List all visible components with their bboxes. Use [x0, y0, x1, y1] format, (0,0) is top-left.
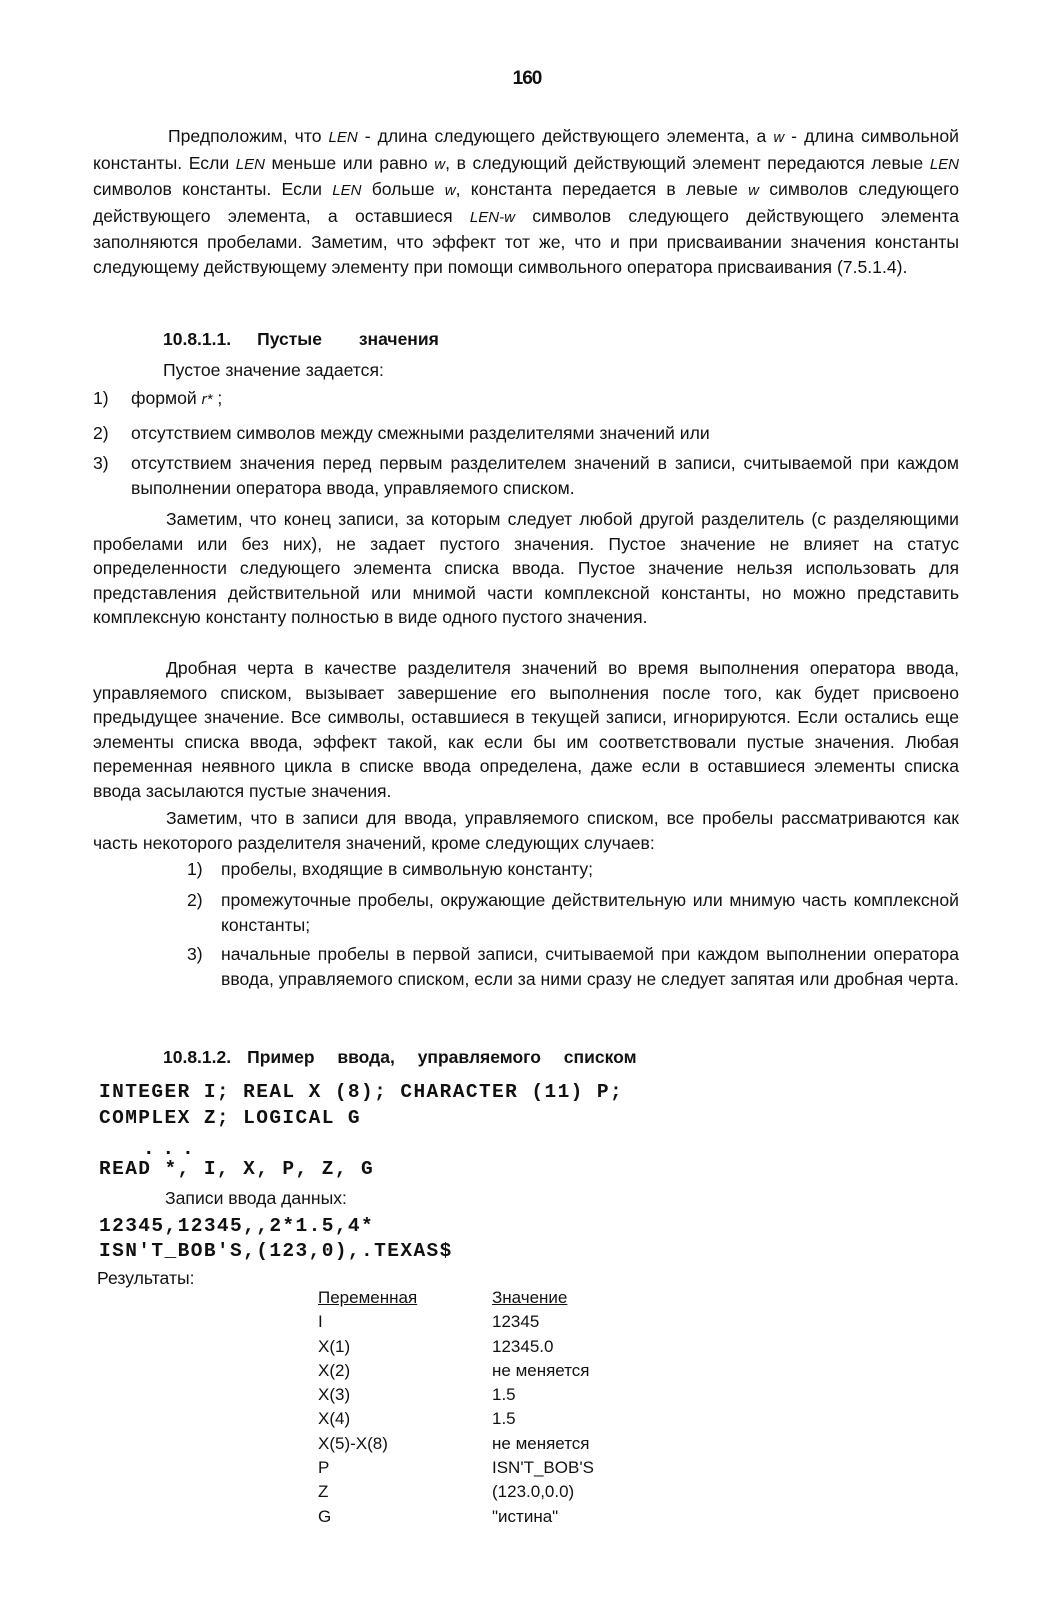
table-row [318, 1458, 594, 1482]
list-item [93, 451, 959, 501]
cell-value: не меняется [492, 1433, 590, 1453]
cell-value: 1.5 [492, 1409, 516, 1429]
item-text: промежуточные пробелы, окружающие действительную или мнимую часть комплексной константы; [221, 890, 959, 935]
page-number: 160 [512, 68, 542, 89]
item-number: 2) [93, 423, 109, 443]
input-record: 12345,12345,,2*1.5,4* [99, 1215, 375, 1237]
table-row [318, 1409, 594, 1433]
intro-text: , константа передается в левые [455, 179, 749, 200]
intro-text: больше [361, 179, 445, 200]
item-number: 1) [187, 859, 203, 879]
cell-value: 12345.0 [492, 1336, 554, 1356]
item-tail: ; [212, 388, 223, 408]
table-row [318, 1507, 594, 1531]
section-heading-empty-values [163, 329, 439, 350]
paragraph: Дробная черта в качестве разделителя значений во время выполнения оператора ввода, управляемого списком, вызывает завершение его выполнения после того, как будет присвоено предыдущее значение. Все символы, оставшиеся в текущей записи, игнорируются. Если остались еще элементы списка ввода, эффект такой, как если бы им соответствовали пустые значения. Любая переменная неявного цикла в списке ввода определена, даже если в оставшиеся элементы списка ввода засылаются пустые значения. [93, 658, 959, 801]
item-text: формой [131, 388, 202, 408]
item-text: отсутствием символов между смежными разделителями значений или [131, 423, 710, 443]
var-len: LEN [235, 155, 265, 173]
intro-text: - длина символьной константы. Если [93, 126, 959, 173]
item-text: отсутствием значения перед первым разделителем значений в записи, считываемой при каждом выполнении оператора ввода, управляемого списком. [131, 453, 959, 498]
results-table [318, 1288, 594, 1531]
cell-value: 1.5 [492, 1385, 516, 1405]
cell-value: не меняется [492, 1360, 590, 1380]
section-title: Пример ввода, управляемого списком [247, 1047, 637, 1067]
intro-paragraph [93, 124, 959, 280]
cell-value: (123.0,0.0) [492, 1482, 575, 1502]
table-row [318, 1361, 594, 1385]
cell-variable: X(5)-X(8) [318, 1433, 388, 1453]
intro-text: , в следующий действующий элемент передаются левые [445, 152, 930, 173]
list-item [187, 942, 959, 1017]
intro-text: символов следующего действующего элемента, а оставшиеся [93, 179, 959, 226]
list-item [187, 857, 959, 882]
table-row [318, 1337, 594, 1361]
table-row [318, 1434, 594, 1458]
section-heading-example [163, 1047, 637, 1068]
code-line-declarations: COMPLEX Z; LOGICAL G [99, 1107, 362, 1129]
var-len: LEN [929, 155, 959, 173]
table-row [318, 1385, 594, 1409]
cell-value: ISN'T_BOB'S [492, 1458, 594, 1478]
code-line-read: READ *, I, X, P, Z, G [99, 1158, 375, 1180]
paragraph: Заметим, что конец записи, за которым следует любой другой разделитель (с разделяющими пробелами или без них), не задает пустого значения. Пустое значение не влияет на статус определенности следующего элемента списка ввода. Пустое значение нельзя использовать для представления действительной или мнимой части комплексной константы, но можно представить комплексную константу полностью в виде одного пустого значения. [93, 509, 959, 628]
var-w: w [444, 182, 456, 200]
var-w: w [773, 129, 785, 146]
section-lead: Пустое значение задается: [163, 360, 384, 380]
var-r-star: r* [201, 391, 213, 408]
cell-value: 12345 [492, 1312, 540, 1332]
item-number: 3) [93, 453, 109, 473]
table-row [318, 1312, 594, 1336]
intro-text: символов следующего действующего элемента заполняются пробелами. Заметим, что эффект тот же, что и при присваивании значения константы следующему действующему элементу при помощи символьного оператора присваивания (7.5.1.4). [93, 205, 959, 277]
intro-text: Предположим, что [168, 126, 329, 146]
table-header-row [318, 1288, 594, 1312]
var-w: w [748, 182, 759, 200]
code-line-declarations: INTEGER I; REAL X (8); CHARACTER (11) P; [99, 1081, 624, 1103]
code-ellipsis: ... [146, 1137, 205, 1159]
var-len: LEN [332, 182, 362, 200]
var-w: w [434, 155, 446, 173]
cell-variable: X(2) [318, 1360, 351, 1380]
cell-variable: P [318, 1458, 330, 1478]
item-number: 3) [187, 944, 203, 964]
cell-variable: X(3) [318, 1385, 351, 1405]
cell-variable: X(1) [318, 1336, 351, 1356]
column-header-variable: Переменная [318, 1288, 418, 1307]
list-item [93, 421, 959, 446]
item-text: пробелы, входящие в символьную константу; [221, 859, 594, 879]
table-row [318, 1482, 594, 1506]
records-label: Записи ввода данных: [165, 1188, 347, 1208]
column-header-value: Значение [492, 1288, 568, 1307]
list-item [93, 386, 959, 411]
section-title: Пустые значения [257, 329, 439, 349]
var-len-w: LEN-w [469, 208, 515, 226]
item-number: 2) [187, 890, 203, 910]
intro-text: - длина следующего действующего элемента, а [357, 126, 774, 146]
section-number: 10.8.1.1. [163, 329, 232, 349]
cell-variable: I [318, 1312, 323, 1332]
item-number: 1) [93, 388, 109, 408]
results-label: Результаты: [97, 1268, 195, 1288]
intro-text: символов константы. Если [93, 179, 333, 200]
section-number: 10.8.1.2. [163, 1047, 232, 1067]
intro-text: меньше или равно [264, 152, 435, 173]
cell-variable: G [318, 1506, 332, 1526]
cell-variable: Z [318, 1482, 329, 1502]
paragraph: Заметим, что в записи для ввода, управляемого списком, все пробелы рассматриваются как часть некоторого разделителя значений, кроме следующих случаев: [93, 808, 959, 853]
cell-variable: X(4) [318, 1409, 351, 1429]
input-record: ISN'T_BOB'S,(123,0),.TEXAS$ [99, 1240, 453, 1262]
item-text: начальные пробелы в первой записи, считываемой при каждом выполнении оператора ввода, управляемого списком, если за ними сразу не следует запятая или дробная черта. [221, 944, 959, 989]
cell-value: "истина" [492, 1506, 559, 1526]
list-item [187, 888, 959, 938]
var-len: LEN [328, 129, 358, 146]
